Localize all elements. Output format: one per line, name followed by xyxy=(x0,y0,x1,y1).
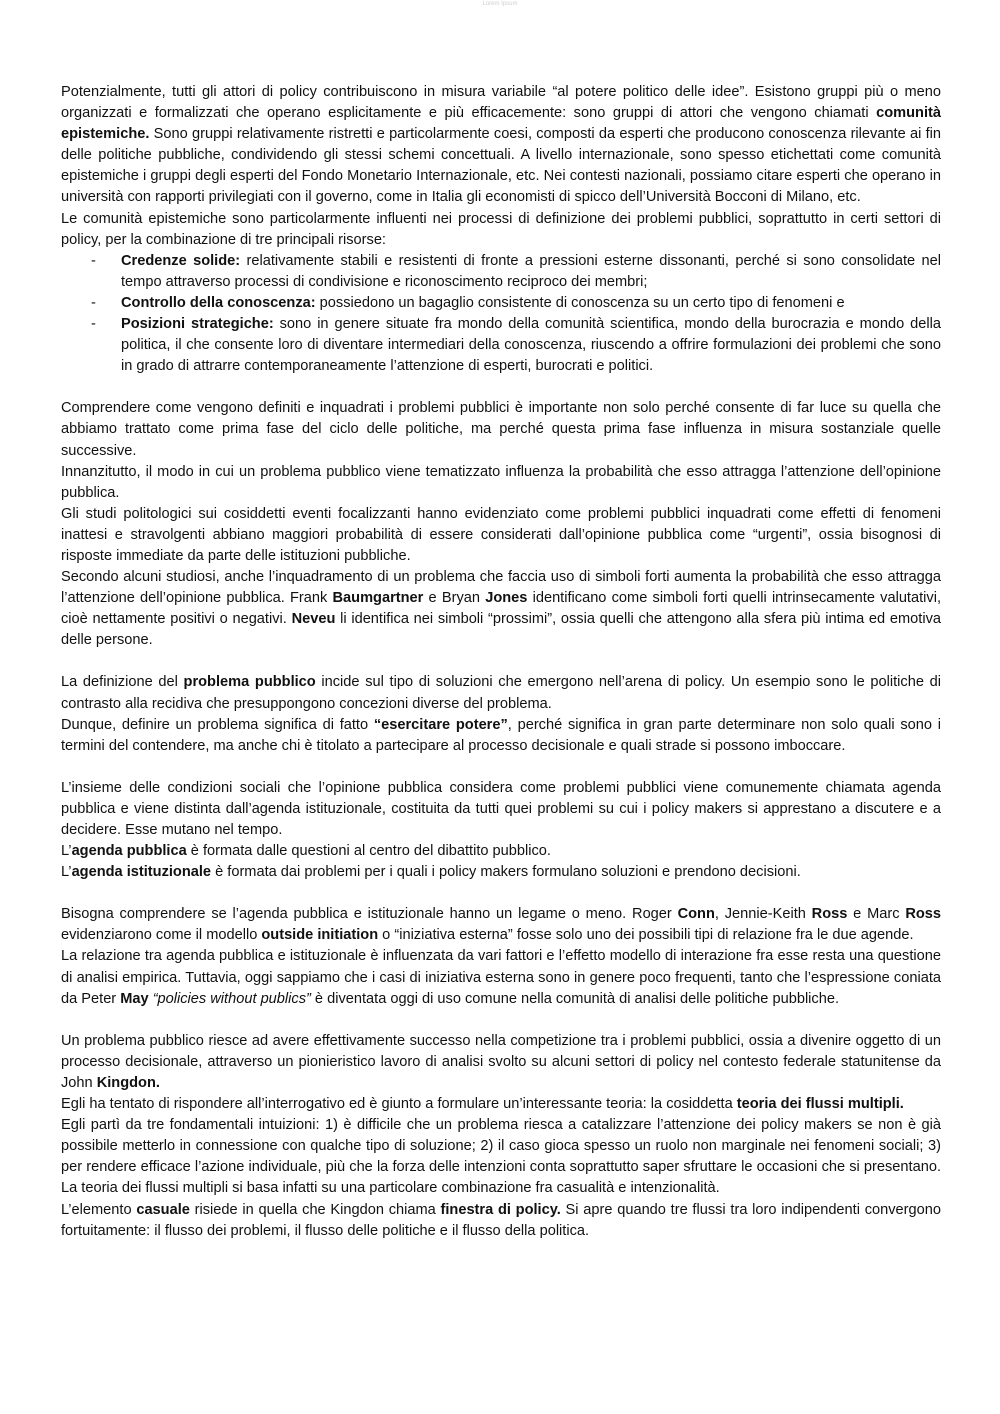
paragraph-gap xyxy=(61,757,941,778)
paragraph-strong-symbols: Secondo alcuni studiosi, anche l’inquadramento di un problema che faccia uso di simboli forti aumenta la probabilità che esso attragga l’attenzione dell’opinione pubblica. Frank Baumgartner e Bryan Jones identificano come simboli forti quelli intrinsecamente valutativi, cioè nettamente positivi o negativi. Neveu li identifica nei simboli “prossimi”, ossia quelli che attengono alla sfera più intima ed emotiva delle persone. xyxy=(61,569,941,649)
paragraph-multiple-streams: Egli ha tentato di rispondere all’interrogativo ed è giunto a formulare un’interessante teoria: la cosiddetta teoria dei flussi multipli. xyxy=(61,1096,904,1113)
list-item: - Controllo della conoscenza: possiedono un bagaglio consistente di conoscenza su un certo tipo di fenomeni e xyxy=(91,294,845,311)
paragraph-three-intuitions: Egli partì da tre fondamentali intuizioni: 1) è difficile che un problema riesca a catalizzare l’attenzione dei policy makers se non è già possibile metterlo in connessione con qualche tipo di soluzione; 2) il caso gioca spesso un ruolo non marginale nei fenomeni sociali; 3) per rendere efficace l’azione individuale, più che la forza delle intenzioni conta soprattutto saper sfruttare le occasioni che si presentano. La teoria dei flussi multipli si basa infatti su una particolare combinazione fra casualità e intenzionalità. xyxy=(61,1117,941,1197)
term-outside-initiation: outside initiation xyxy=(261,927,379,944)
term-controllo-conoscenza: Controllo della conoscenza: xyxy=(121,294,316,311)
paragraph-agenda-definition: L’insieme delle condizioni sociali che l’opinione pubblica considera come problemi pubblici viene comunemente chiamata agenda pubblica e viene distinta dall’agenda istituzionale, costituita da tutti quei problemi su cui i policy makers si apprestano a discutere e a decidere. Esse mutano nel tempo. xyxy=(61,779,941,838)
paragraph-policies-without-publics: La relazione tra agenda pubblica e istituzionale è influenzata da vari fattori e l’effetto modello di interazione fra esse resta una questione di analisi empirica. Tuttavia, oggi sappiamo che i casi di iniziativa esterna sono in genere poco frequenti, tanto che l’espressione coniata da Peter May “policies without publics” è diventata oggi di uso comune nella comunità di analisi delle politiche pubbliche. xyxy=(61,948,941,1007)
paragraph-gap xyxy=(61,377,941,398)
term-credenze-solide: Credenze solide: xyxy=(121,252,241,269)
quote-policies-without-publics: “policies without publics” xyxy=(152,990,311,1007)
author-ross: Ross xyxy=(905,906,941,923)
paragraph-agenda-pubblica: L’agenda pubblica è formata dalle questioni al centro del dibattito pubblico. xyxy=(61,843,551,860)
term-agenda-istituzionale: agenda istituzionale xyxy=(71,864,212,881)
term-esercitare-potere: “esercitare potere” xyxy=(373,716,508,733)
page-watermark: Lorem Ipsum xyxy=(482,1,518,7)
term-problema-pubblico: problema pubblico xyxy=(183,674,316,691)
term-casuale: casuale xyxy=(136,1201,190,1218)
paragraph-focusing-events: Gli studi politologici sui cosiddetti eventi focalizzanti hanno evidenziato come problemi pubblici inquadrati come effetti di fenomeni inattesi e stravolgenti abbiano maggiori probabilità di essere considerati dall’opinione pubblica come “urgenti”, ossia bisognosi di risposte immediate da parte delle istituzioni pubbliche. xyxy=(61,505,941,564)
paragraph-epistemic-communities: Potenzialmente, tutti gli attori di policy contribuiscono in misura variabile “al potere politico delle idee”. Esistono gruppi più o meno organizzati e formalizzati che operano esplicitamente e più efficacemente: sono gruppi di attori che vengono chiamati comunità epistemiche. Sono gruppi relativamente ristretti e particolarmente coesi, composti da esperti che producono conoscenza rilevante ai fin delle politiche pubbliche, condividendo gli stessi schemi concettuali. A livello internazionale, sono spesso etichettati come comunità epistemiche i gruppi degli esperti del Fondo Monetario Internazionale, etc. Nei contesti nazionali, possiamo citare esperti che operano in università con rapporti privilegiati con il governo, come in Italia gli economisti di spicco dell’Università Bocconi di Milano, etc. xyxy=(61,84,941,206)
author-jones: Jones xyxy=(485,590,528,607)
resources-list xyxy=(61,251,941,378)
term-teoria-flussi-multipli: teoria dei flussi multipli. xyxy=(736,1096,904,1113)
paragraph-kingdon: Un problema pubblico riesce ad avere effettivamente successo nella competizione tra i problemi pubblici, ossia a divenire oggetto di un processo decisionale, attraverso un pionieristico lavoro di analisi svolto su alcuni settori di policy nel contesto federale statunitense da John Kingdon. xyxy=(61,1032,941,1091)
term-epistemic-communities: comunità epistemiche. xyxy=(61,105,941,143)
author-neveu: Neveu xyxy=(291,611,336,628)
author-ross: Ross xyxy=(811,906,848,923)
paragraph-problem-definition: La definizione del problema pubblico incide sul tipo di soluzioni che emergono nell’arena di policy. Un esempio sono le politiche di contrasto alla recidiva che presuppongono concezioni diverse del problema. xyxy=(61,674,941,712)
paragraph-resources-intro: Le comunità epistemiche sono particolarmente influenti nei processi di definizione dei problemi pubblici, soprattutto in certi settori di policy, per la combinazione di tre principali risorse: xyxy=(61,210,941,248)
term-agenda-pubblica: agenda pubblica xyxy=(71,843,187,860)
author-kingdon: Kingdon. xyxy=(96,1074,160,1091)
paragraph-gap xyxy=(61,651,941,672)
author-baumgartner: Baumgartner xyxy=(332,590,424,607)
term-posizioni-strategiche: Posizioni strategiche: xyxy=(121,316,274,333)
list-item: - Credenze solide: relativamente stabili e resistenti di fronte a pressioni esterne dissonanti, perché si sono consolidate nel tempo attraverso processi di condivisione e riconoscimento reciproco dei membri; xyxy=(91,252,941,290)
paragraph-gap xyxy=(61,883,941,904)
paragraph-exercise-power: Dunque, definire un problema significa di fatto “esercitare potere”, perché significa in gran parte determinare non solo quali sono i termini del contendere, ma anche chi è titolato a partecipare al processo decisionale e quali strade si possono imboccare. xyxy=(61,716,941,754)
author-may: May xyxy=(120,990,149,1007)
term-finestra-di-policy: finestra di policy. xyxy=(440,1201,561,1218)
paragraph-gap xyxy=(61,1010,941,1031)
document-page xyxy=(61,82,941,1242)
paragraph-problem-framing: Comprendere come vengono definiti e inquadrati i problemi pubblici è importante non solo perché consente di far luce su quella che abbiamo trattato come prima fase del ciclo delle politiche, ma perché questa prima fase influenza in misura sostanziale quelle successive. xyxy=(61,400,941,459)
paragraph-outside-initiation: Bisogna comprendere se l’agenda pubblica e istituzionale hanno un legame o meno. Roger Conn, Jennie-Keith Ross e Marc Ross evidenziarono come il modello outside initiation o “iniziativa esterna” fosse solo uno dei possibili tipi di relazione fra le due agende. xyxy=(61,906,941,944)
author-conn: Conn xyxy=(677,906,715,923)
list-item: - Posizioni strategiche: sono in genere situate fra mondo della comunità scientifica, mondo della burocrazia e mondo della politica, il che consente loro di diventare intermediari della conoscenza, riuscendo a offrire formulazioni dei problemi che sono in grado di attrarre contemporaneamente l’attenzione di esperti, burocrati e politici. xyxy=(91,316,941,375)
paragraph-policy-window: L’elemento casuale risiede in quella che Kingdon chiama finestra di policy. Si apre quando tre flussi tra loro indipendenti convergono fortuitamente: il flusso dei problemi, il flusso delle politiche e il flusso della politica. xyxy=(61,1201,941,1239)
paragraph-public-attention: Innanzitutto, il modo in cui un problema pubblico viene tematizzato influenza la probabilità che esso attragga l’attenzione dell’opinione pubblica. xyxy=(61,463,941,501)
paragraph-agenda-istituzionale: L’agenda istituzionale è formata dai problemi per i quali i policy makers formulano soluzioni e prendono decisioni. xyxy=(61,864,801,881)
